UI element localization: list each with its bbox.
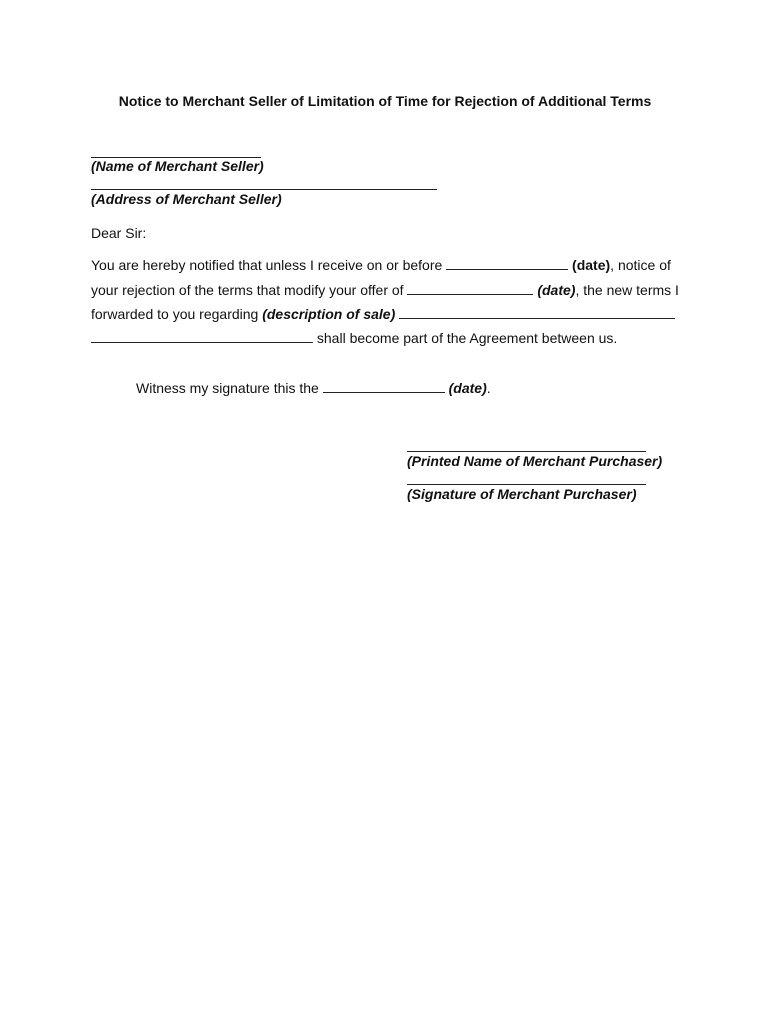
printed-name-blank[interactable] [407, 451, 646, 452]
seller-address-label: (Address of Merchant Seller) [91, 191, 282, 207]
description-of-sale-label: (description of sale) [262, 306, 396, 322]
body-line-4-tail: shall become part of the Agreement between us. [316, 330, 618, 346]
witness-tail: . [486, 380, 491, 396]
witness-date-blank[interactable] [323, 380, 445, 393]
body-line-2-text: your rejection of the terms that modify your offer of [91, 282, 404, 298]
body-line-1-tail: , notice of [610, 257, 671, 273]
date-label: (date) [537, 282, 576, 298]
body-line-2-tail: , the new terms I [575, 282, 679, 298]
rejection-deadline-date-blank[interactable] [446, 257, 568, 270]
seller-address-blank[interactable] [91, 189, 437, 190]
offer-date-blank[interactable] [407, 282, 533, 295]
body-line-2 [91, 282, 679, 298]
witness-text: Witness my signature this the [136, 380, 319, 396]
description-of-sale-continued-blank[interactable] [91, 330, 313, 343]
printed-name-label: (Printed Name of Merchant Purchaser) [407, 453, 663, 469]
body-line-1 [91, 257, 671, 273]
body-line-1-text: You are hereby notified that unless I receive on or before [91, 257, 443, 273]
witness-line [136, 380, 491, 396]
document-title: Notice to Merchant Seller of Limitation of Time for Rejection of Additional Terms [118, 93, 652, 109]
body-line-4 [91, 330, 617, 346]
date-label: (date) [572, 257, 611, 273]
body-line-3-text: forwarded to you regarding [91, 306, 259, 322]
salutation: Dear Sir: [91, 225, 147, 241]
signature-label: (Signature of Merchant Purchaser) [407, 486, 637, 502]
signature-blank[interactable] [407, 484, 646, 485]
seller-name-label: (Name of Merchant Seller) [91, 158, 264, 174]
date-label: (date) [448, 380, 487, 396]
description-of-sale-blank[interactable] [399, 306, 675, 319]
body-line-3 [91, 306, 675, 322]
